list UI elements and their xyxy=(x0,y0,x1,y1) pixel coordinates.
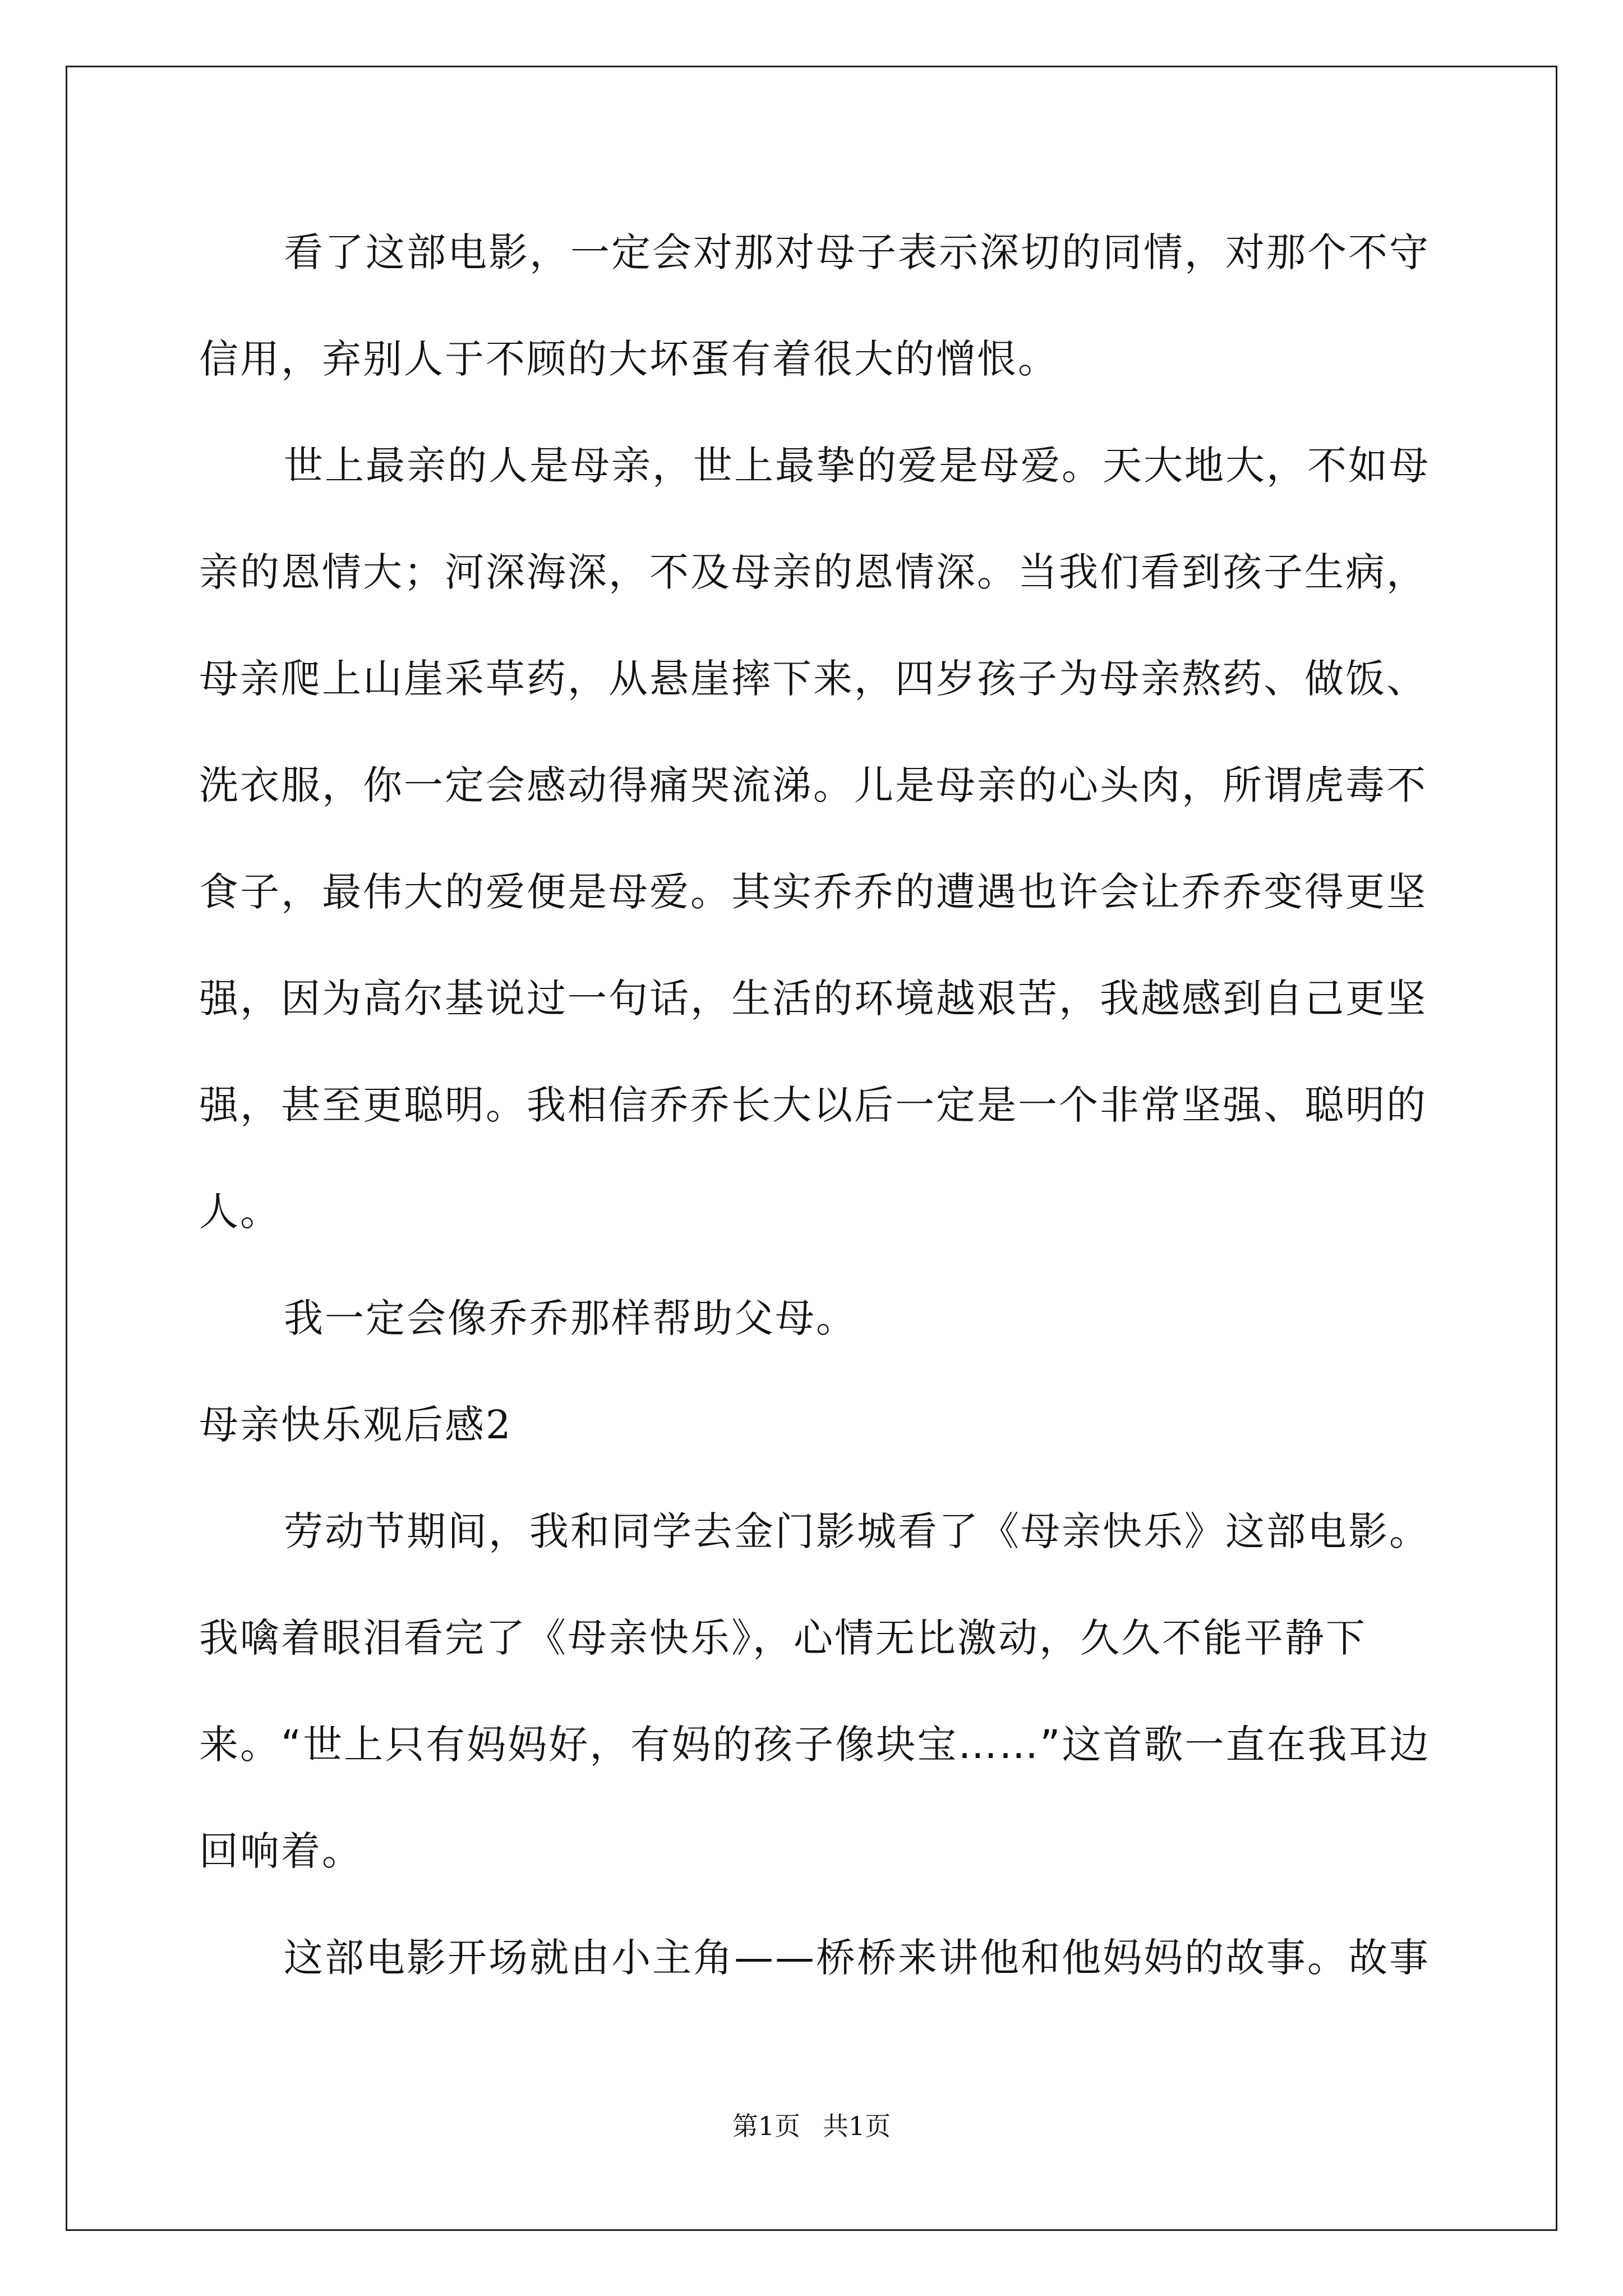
page-total: 共1页 xyxy=(823,2111,891,2141)
paragraph-2: 世上最亲的人是母亲，世上最挚的爱是母爱。天大地大，不如母亲的恩情大；河深海深，不及母亲的恩情深。当我们看到孩子生病，母亲爬上山崖采草药，从悬崖摔下来，四岁孩子为母亲熬药、做饭、洗衣服，你一定会感动得痛哭流涕。儿是母亲的心头肉，所谓虎毒不食子，最伟大的爱便是母爱。其实乔乔的遭遇也许会让乔乔变得更坚强，因为高尔基说过一句话，生活的环境越艰苦，我越感到自己更坚强，甚至更聪明。我相信乔乔长大以后一定是一个非常坚强、聪明的人。 xyxy=(199,443,1430,1235)
paragraph-5: 这部电影开场就由小主角——桥桥来讲他和他妈妈的故事。故事 xyxy=(284,1935,1430,1981)
paragraph-3: 我一定会像乔乔那样帮助父母。 xyxy=(284,1295,857,1341)
page-footer xyxy=(0,2109,1623,2143)
section-title: 母亲快乐观后感2 xyxy=(199,1402,513,1448)
paragraph-4: 劳动节期间，我和同学去金门影城看了《母亲快乐》这部电影。我噙着眼泪看完了《母亲快乐》，心情无比激动，久久不能平静下来。“世上只有妈妈好，有妈的孩子像块宝……”这首歌一直在我耳边回响着。 xyxy=(199,1508,1431,1874)
document-body xyxy=(199,199,1433,2011)
page-number: 第1页 xyxy=(732,2111,800,2141)
paragraph-1: 看了这部电影，一定会对那对母子表示深切的同情，对那个不守信用，弃别人于不顾的大坏蛋有着很大的憎恨。 xyxy=(199,229,1430,382)
